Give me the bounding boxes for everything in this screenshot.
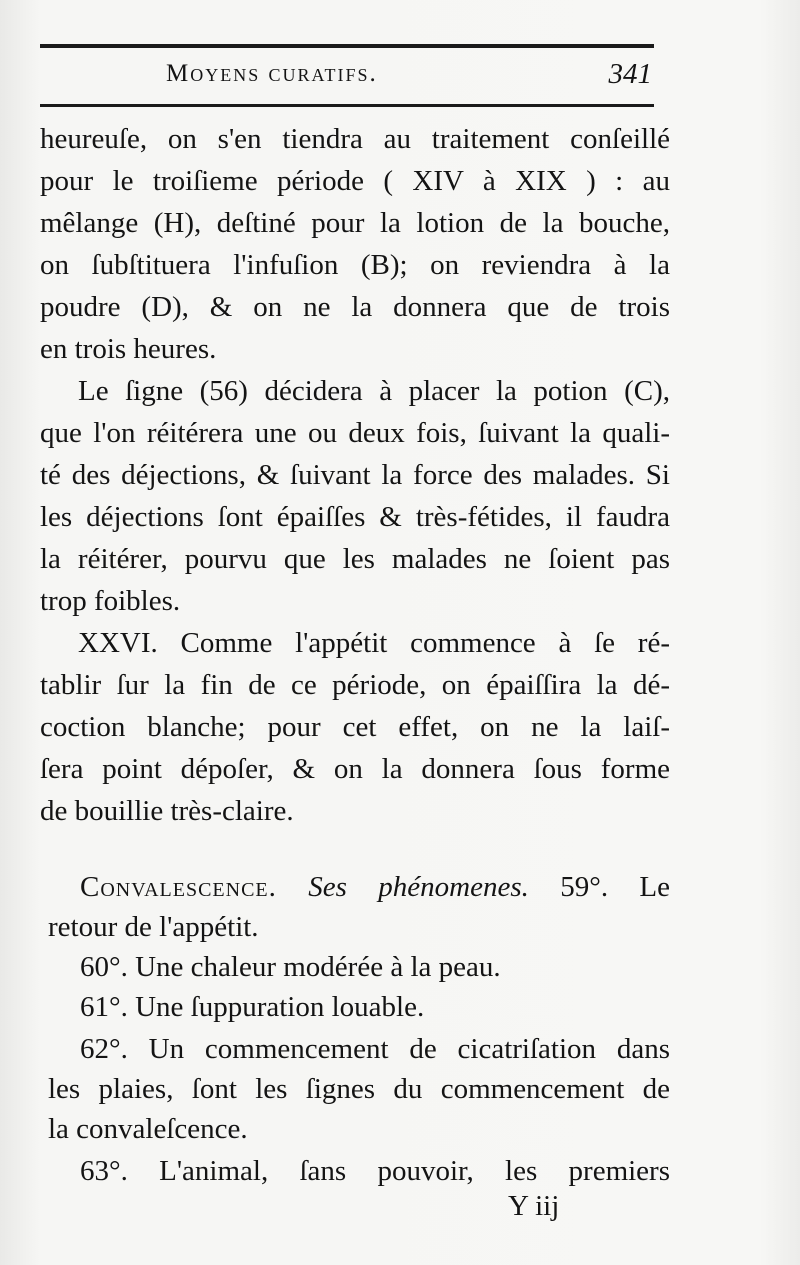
text-line: heureuſe, on s'en tiendra au traitement conſeillé [40,123,670,155]
text-line: coction blanche; pour cet effet, on ne la laiſ- [40,711,670,743]
section-heading: Convalescence. [80,871,277,903]
text-line: 60°. Une chaleur modérée à la peau. [80,951,501,983]
text-line: tablir ſur la fin de ce période, on épaiſſira la dé- [40,669,670,701]
page-number: 341 [608,58,652,90]
text-line: la convaleſcence. [48,1113,248,1145]
signature-mark: Y iij [508,1190,560,1222]
text-line: on ſubſtituera l'infuſion (B); on reviendra à la [40,249,670,281]
text-line: té des déjections, & ſuivant la force des malades. Si [40,459,670,491]
text-line: 62°. Un commencement de cicatriſation dans [80,1033,670,1065]
text-line: pour le troiſieme période ( XIV à XIX ) : au [40,165,670,197]
text-line: retour de l'appétit. [48,911,259,943]
text-line: Le ſigne (56) décidera à placer la potion (C), [78,375,670,407]
text-line: trop foibles. [40,585,181,617]
section-subheading: Ses phénomenes. [308,871,529,903]
text-line: la réitérer, pourvu que les malades ne ſoient pas [40,543,670,575]
text-line: 61°. Une ſuppuration louable. [80,991,425,1023]
text-fragment: 59°. Le [560,871,671,903]
text-line: de bouillie très-claire. [40,795,294,827]
header-top-rule [40,44,654,48]
running-title: Moyens curatifs. [166,60,378,87]
text-line: ſera point dépoſer, & on la donnera ſous forme [40,753,670,785]
text-line: que l'on réitérera une ou deux fois, ſuivant la quali- [40,417,670,449]
text-line: en trois heures. [40,333,217,365]
text-line: XXVI. Comme l'appétit commence à ſe ré- [78,627,670,659]
header-bottom-rule [40,104,654,107]
text-line: les plaies, ſont les ſignes du commencement de [48,1073,670,1105]
text-line: mêlange (H), deſtiné pour la lotion de la bouche, [40,207,670,239]
text-line: 63°. L'animal, ſans pouvoir, les premiers [80,1155,670,1187]
text-line: les déjections ſont épaiſſes & très-fétides, il faudra [40,501,670,533]
convalescence-heading-line [80,866,670,908]
text-line: poudre (D), & on ne la donnera que de trois [40,291,670,323]
running-head [40,58,654,98]
